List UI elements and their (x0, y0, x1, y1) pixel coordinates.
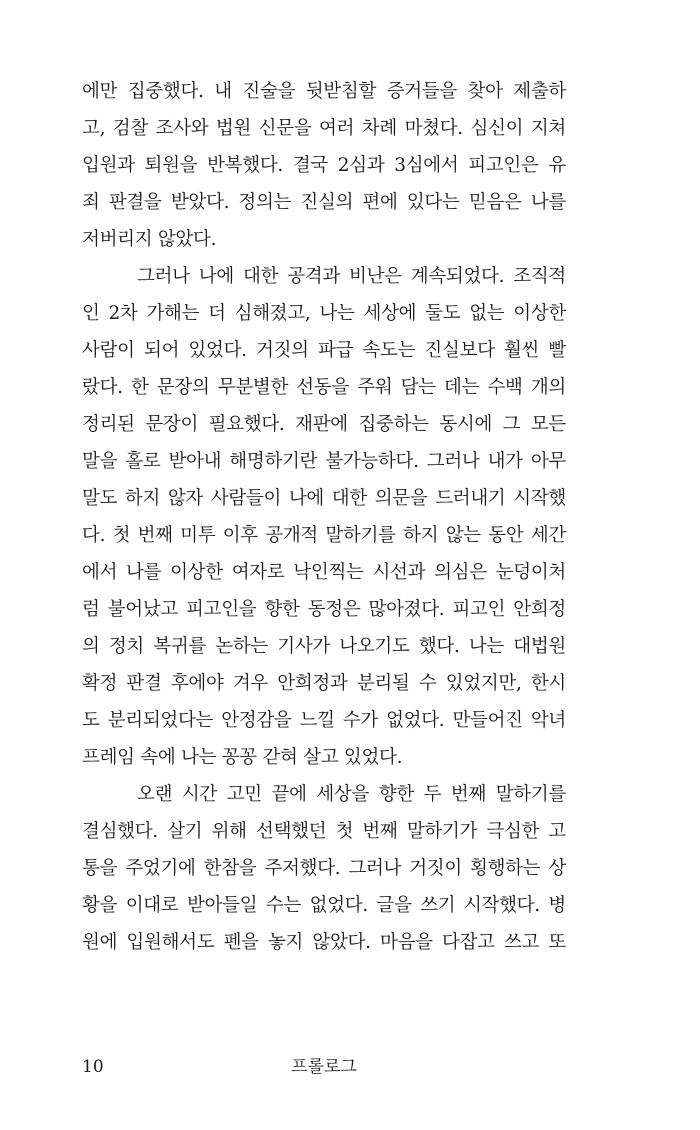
running-title: 프롤로그 (291, 1057, 357, 1077)
text-line: 죄 판결을 받았다. 정의는 진실의 편에 있다는 믿음은 나를 (82, 192, 566, 213)
text-line: 에서 나를 이상한 여자로 낙인찍는 시선과 의심은 눈덩이처 (82, 562, 566, 583)
text-line: 저버리지 않았다. (82, 229, 217, 250)
paragraph-first-line: 그러나 나에 대한 공격과 비난은 계속되었다. 조직적 (137, 266, 566, 287)
text-line: 결심했다. 살기 위해 선택했던 첫 번째 말하기가 극심한 고 (82, 821, 566, 842)
paragraph-first-line: 오랜 시간 고민 끝에 세상을 향한 두 번째 말하기를 (137, 784, 566, 805)
text-line: 에만 집중했다. 내 진술을 뒷받침할 증거들을 찾아 제출하 (82, 81, 566, 102)
text-line: 랐다. 한 문장의 무분별한 선동을 주워 담는 데는 수백 개의 (82, 377, 566, 398)
text-line: 원에 입원해서도 펜을 놓지 않았다. 마음을 다잡고 쓰고 또 (82, 932, 566, 953)
page-footer (82, 1052, 566, 1082)
text-line: 도 분리되었다는 안정감을 느낄 수가 없었다. 만들어진 악녀 (82, 710, 566, 731)
text-line: 다. 첫 번째 미투 이후 공개적 말하기를 하지 않는 동안 세간 (82, 525, 566, 546)
text-line: 럼 불어났고 피고인을 향한 동정은 많아졌다. 피고인 안희정 (82, 599, 566, 620)
text-line: 말도 하지 않자 사람들이 나에 대한 의문을 드러내기 시작했 (82, 488, 566, 509)
text-line: 인 2차 가해는 더 심해졌고, 나는 세상에 둘도 없는 이상한 (82, 303, 566, 324)
text-line: 확정 판결 후에야 겨우 안희정과 분리될 수 있었지만, 한시 (82, 673, 566, 694)
text-line: 말을 홀로 받아내 해명하기란 불가능하다. 그러나 내가 아무 (82, 451, 566, 472)
text-line: 통을 주었기에 한참을 주저했다. 그러나 거짓이 횡행하는 상 (82, 858, 566, 879)
text-line: 사람이 되어 있었다. 거짓의 파급 속도는 진실보다 훨씬 빨 (82, 340, 566, 361)
text-line: 고, 검찰 조사와 법원 신문을 여러 차례 마쳤다. 심신이 지쳐 (82, 118, 566, 139)
text-line: 정리된 문장이 필요했다. 재판에 집중하는 동시에 그 모든 (82, 414, 566, 435)
text-line: 프레임 속에 나는 꽁꽁 갇혀 살고 있었다. (82, 747, 403, 768)
page-number: 10 (82, 1057, 104, 1077)
body-text (82, 73, 566, 961)
text-line: 의 정치 복귀를 논하는 기사가 나오기도 했다. 나는 대법원 (82, 636, 566, 657)
text-line: 황을 이대로 받아들일 수는 없었다. 글을 쓰기 시작했다. 병 (82, 895, 566, 916)
text-line: 입원과 퇴원을 반복했다. 결국 2심과 3심에서 피고인은 유 (82, 155, 566, 176)
